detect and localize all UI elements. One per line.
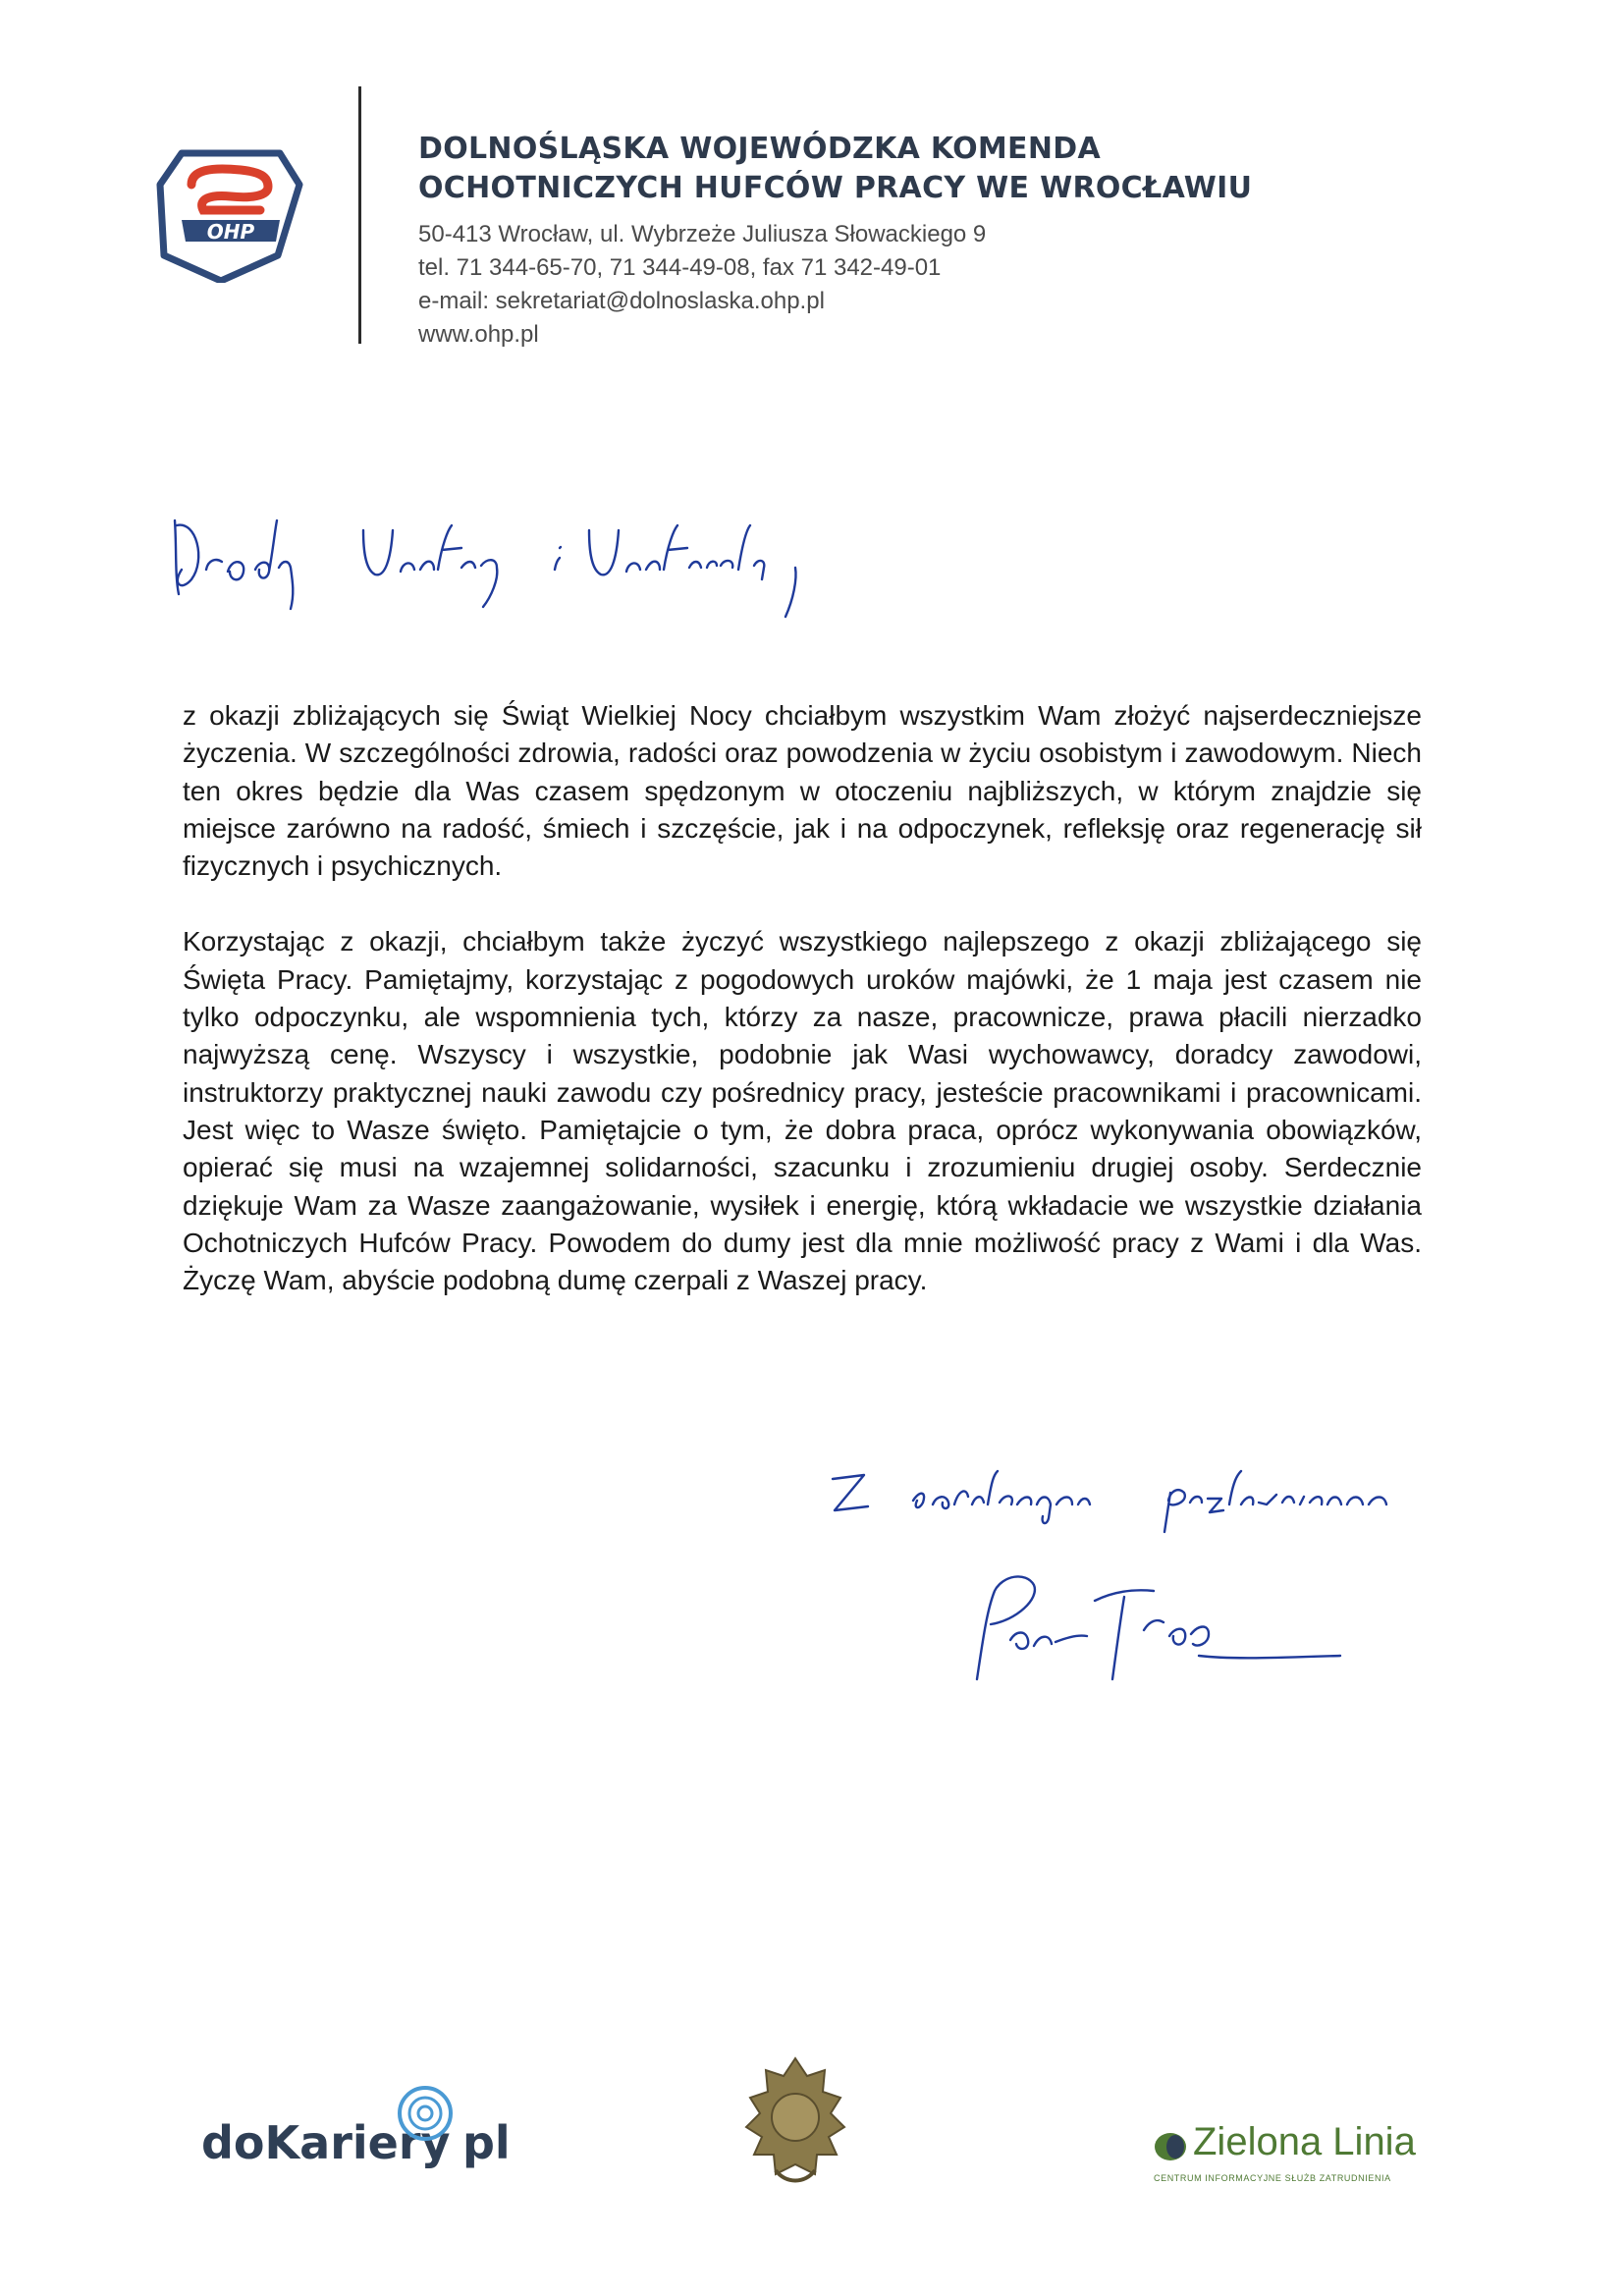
body-paragraph-1: z okazji zbliżających się Świąt Wielkiej Nocy chciałbym wszystkim Wam złożyć najserdeczniejsze życzenia. W szczególności zdrowia, radości oraz powodzenia w życiu osobistym i zawodowym. Niech ten okres będzie dla Was czasem spędzonym w otoczeniu najbliższych, w którym znajdzie się miejsce zarówno na radość, śmiech i szczęście, jak i na odpoczynek, refleksję oraz regenerację sił fizycznych i psychicznych. xyxy=(183,700,1422,882)
zielona-linia-logo xyxy=(1154,2120,1416,2195)
org-email: e-mail: sekretariat@dolnoslaska.ohp.pl xyxy=(418,288,825,314)
org-website: www.ohp.pl xyxy=(418,321,539,348)
ohp-logo xyxy=(152,145,309,283)
letter-body xyxy=(183,697,1422,1299)
org-phone: tel. 71 344-65-70, 71 344-49-08, fax 71 342-49-01 xyxy=(418,254,942,281)
ohp-logo-text: OHP xyxy=(206,220,255,244)
zielona-linia-subtitle: CENTRUM INFORMACYJNE SŁUŻB ZATRUDNIENIA xyxy=(1154,2173,1391,2183)
ohp-emblem-graphic xyxy=(736,2052,854,2200)
zielona-linia-icon xyxy=(1154,2130,1187,2163)
dokariery-logo xyxy=(201,2080,525,2178)
ohp-logo-graphic xyxy=(152,145,309,283)
handwritten-salutation xyxy=(167,501,874,638)
org-address: 50-413 Wrocław, ul. Wybrzeże Juliusza Słowackiego 9 xyxy=(418,221,987,247)
org-name-line1: DOLNOŚLĄSKA WOJEWÓDZKA KOMENDA xyxy=(418,132,1101,166)
org-header xyxy=(418,130,1400,352)
org-name-line2: OCHOTNICZYCH HUFCÓW PRACY WE WROCŁAWIU xyxy=(418,171,1253,205)
dokariery-logo-graphic xyxy=(201,2080,525,2178)
zielona-linia-title: Zielona Linia xyxy=(1193,2120,1416,2163)
body-paragraph-2: Korzystając z okazji, chciałbym także życzyć wszystkiego najlepszego z okazji zbliżającego się Święta Pracy. Pamiętajmy, korzystając z pogodowych uroków majówki, że 1 maja jest czasem nie tylko odpoczynku, ale wspomnienia tych, którzy za nasze, pracownicze, prawa płacili nierzadko najwyższą cenę. Wszyscy i wszystkie, podobnie jak Wasi wychowawcy, doradcy zawodowi, instruktorzy praktycznej nauki zawodu czy pośrednicy pracy, jesteście pracownikami i pracownicami. Jest więc to Wasze święto. Pamiętajcie o tym, że dobra praca, oprócz wykonywania obowiązków, opierać się musi na wzajemnej solidarności, szacunku i zrozumieniu drugiej osoby. Serdecznie dziękuje Wam za Wasze zaangażowanie, wysiłek i energię, którą wkładacie we wszystkie działania Ochotniczych Hufców Pracy. Powodem do dumy jest dla mnie możliwość pracy z Wami i dla Was. Życzę Wam, abyście podobną dumę czerpali z Waszej pracy. xyxy=(183,926,1422,1296)
signature xyxy=(947,1561,1360,1689)
handwritten-closing xyxy=(825,1461,1434,1540)
dokariery-logo-domain: pl xyxy=(462,2116,511,2169)
dokariery-logo-text: doKariery xyxy=(201,2116,451,2169)
ohp-emblem xyxy=(736,2052,854,2200)
header-divider xyxy=(358,86,361,344)
